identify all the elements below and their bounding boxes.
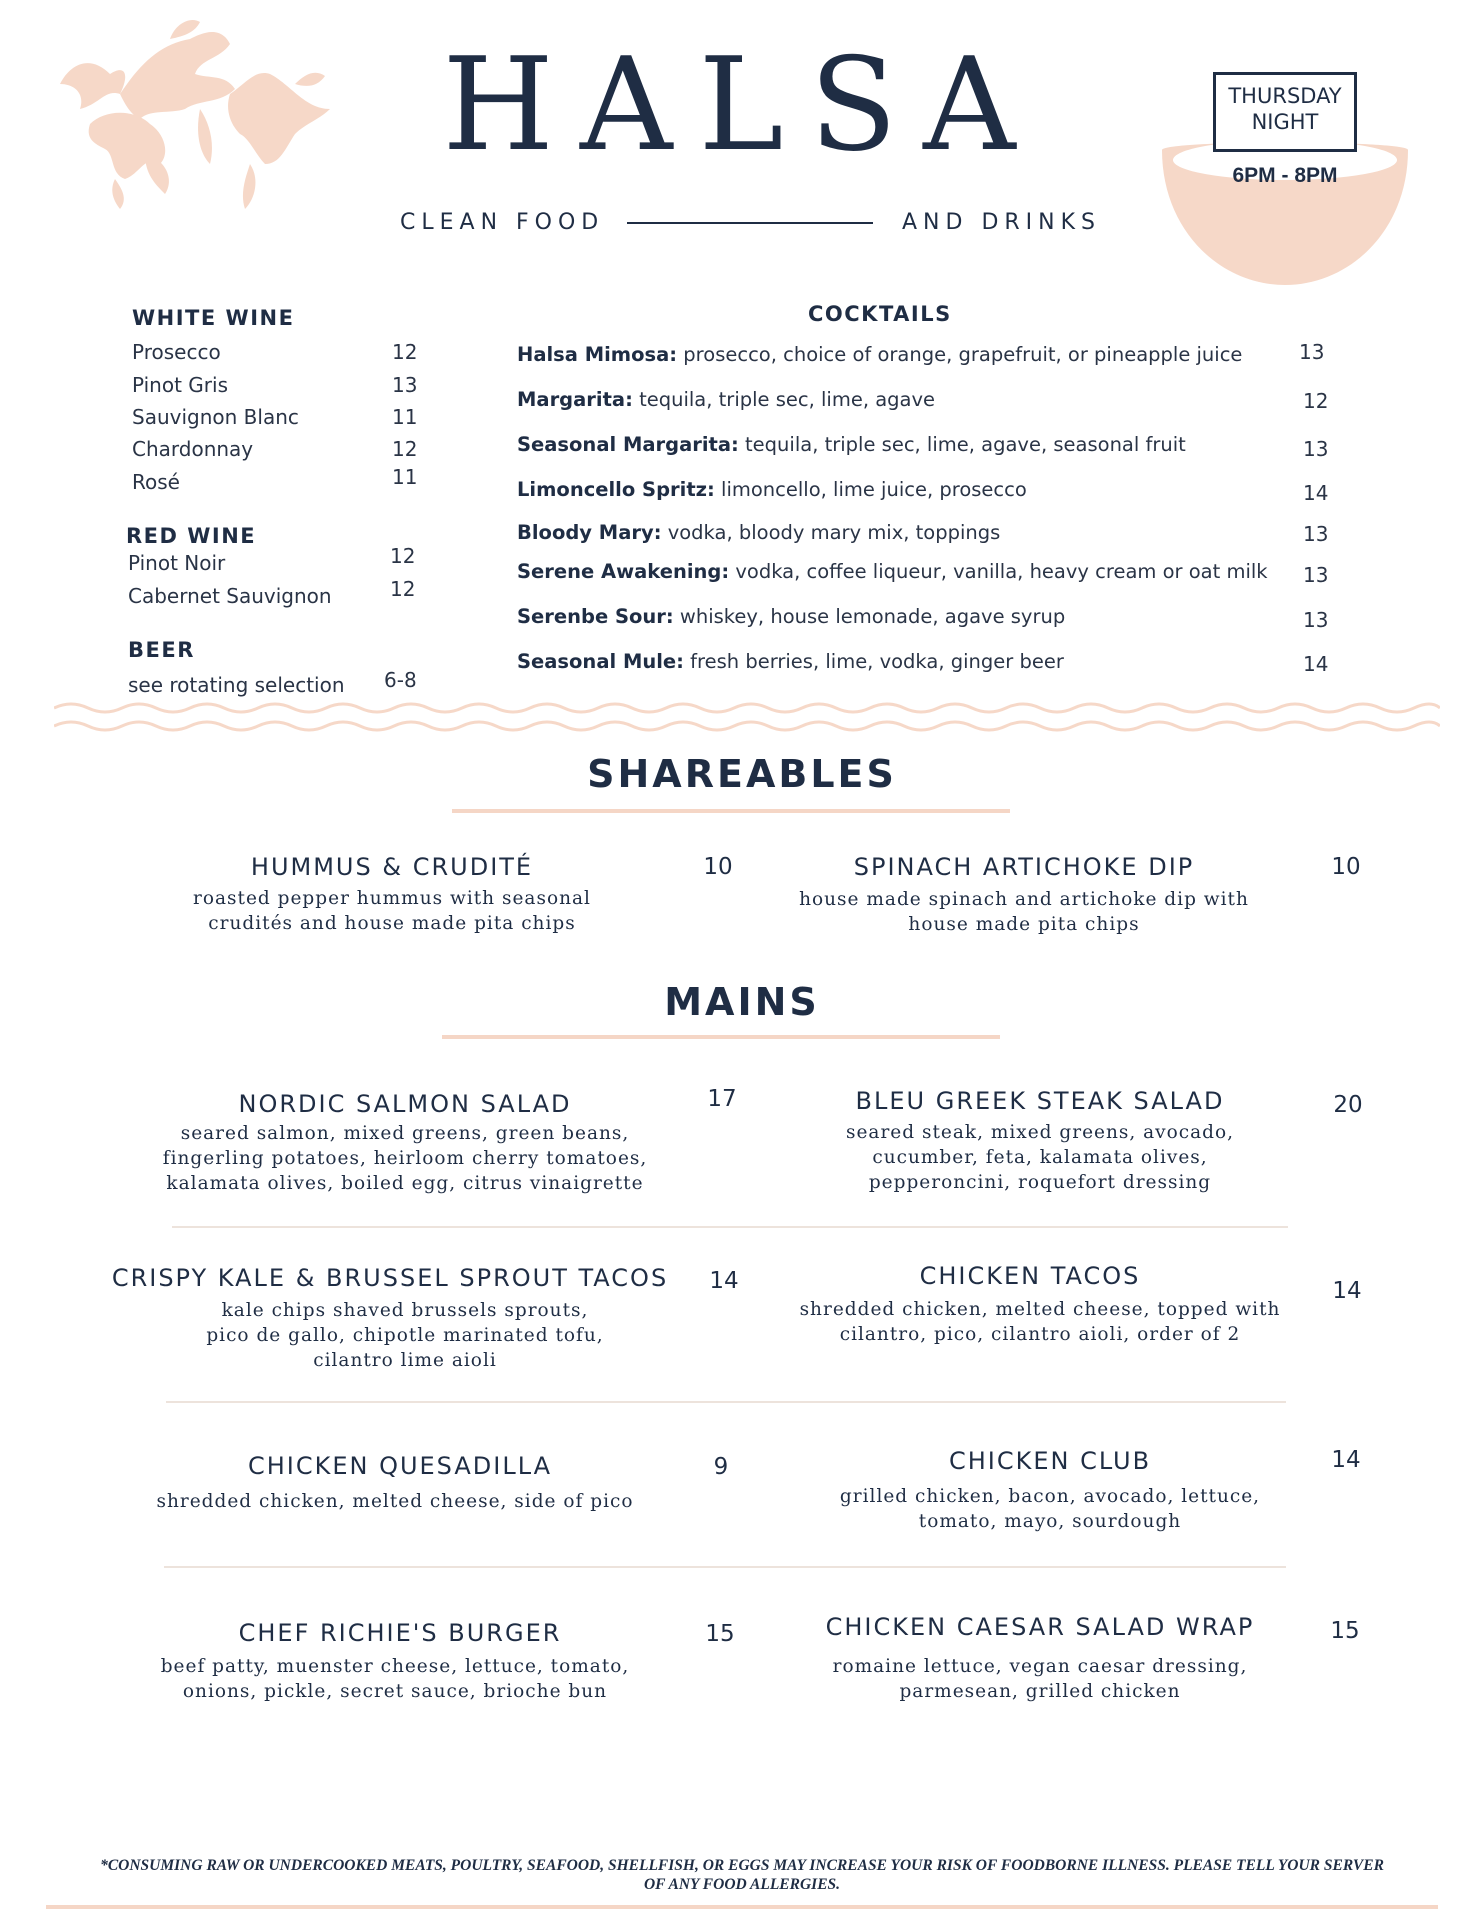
wine-name: Rosé [132,470,180,494]
dish-description: house made spinach and artichoke dip with house made pita chips [799,889,1249,935]
badge-line-1: THURSDAY [1228,84,1342,108]
dish-description: shredded chicken, melted cheese, topped with cilantro, pico, cilantro aioli, order of 2 [799,1299,1281,1345]
wine-price: 12 [392,437,418,461]
cocktail-item: Limoncello Spritz: limoncello, lime juice, prosecco [517,478,1027,501]
dish-price: 10 [1331,854,1361,880]
dish-price: 9 [713,1454,729,1480]
red-wine-heading: RED WINE [126,524,257,548]
row-divider [166,1401,1286,1403]
tagline-divider [627,222,873,224]
dish-price: 10 [703,854,733,880]
dish-price: 14 [1332,1278,1362,1304]
brand-title: HALSA [442,31,1042,180]
bowl-decoration-icon [1160,130,1410,290]
dish-description: seared steak, mixed greens, avocado, cucumber, feta, kalamata olives, pepperoncini, roquefort dressing [845,1122,1235,1193]
wine-price: 13 [392,373,418,397]
wine-name: Pinot Noir [128,551,226,575]
dish-name: SPINACH ARTICHOKE DIP [853,853,1195,881]
wine-price: 11 [392,465,418,489]
mains-underline [442,1035,1000,1039]
dish-description: seared salmon, mixed greens, green beans, fingerling potatoes, heirloom cherry tomatoes, kalamata olives, boiled egg, citrus vinaigrette [162,1123,648,1194]
cocktail-item: Halsa Mimosa: prosecco, choice of orange, grapefruit, or pineapple juice [517,343,1243,366]
dish-description: grilled chicken, bacon, avocado, lettuce, tomato, mayo, sourdough [839,1486,1261,1532]
wine-name: Chardonnay [132,437,254,461]
dish-price: 14 [1331,1447,1361,1473]
cocktail-price: 14 [1303,652,1329,676]
row-divider [164,1566,1286,1568]
cocktail-price: 13 [1299,340,1325,364]
row-divider [172,1226,1288,1228]
dish-name: HUMMUS & CRUDITÉ [250,853,534,881]
dish-name: CHICKEN CAESAR SALAD WRAP [825,1613,1255,1641]
dish-price: 14 [709,1268,739,1294]
wine-name: Sauvignon Blanc [132,405,299,429]
beer-name: see rotating selection [128,673,345,697]
thursday-night-badge [1213,72,1357,152]
wine-name: Prosecco [132,340,221,364]
dish-description: shredded chicken, melted cheese, side of pico [156,1491,634,1512]
bottom-divider [46,1905,1438,1909]
dish-description: beef patty, muenster cheese, lettuce, tomato, onions, pickle, secret sauce, brioche bun [160,1656,630,1702]
dish-name: CRISPY KALE & BRUSSEL SPROUT TACOS [111,1264,669,1292]
dish-name: CHICKEN TACOS [919,1262,1141,1290]
wave-divider-icon [54,698,1440,738]
tagline-left: CLEAN FOOD [400,210,605,235]
dish-name: CHEF RICHIE'S BURGER [238,1619,562,1647]
cocktail-price: 13 [1303,522,1329,546]
badge-line-2: NIGHT [1251,110,1319,134]
beer-heading: BEER [128,638,195,662]
white-wine-heading: WHITE WINE [132,306,295,330]
cocktail-item: Serene Awakening: vodka, coffee liqueur, vanilla, heavy cream or oat milk [517,560,1268,583]
dish-description: kale chips shaved brussels sprouts, pico de gallo, chipotle marinated tofu, cilantro lime aioli [206,1300,604,1371]
dish-name: CHICKEN CLUB [948,1447,1152,1475]
dish-price: 15 [1330,1618,1360,1644]
dish-description: roasted pepper hummus with seasonal crudités and house made pita chips [193,888,591,934]
cocktails-heading: COCKTAILS [808,302,952,326]
dish-price: 15 [705,1621,735,1647]
wine-name: Pinot Gris [132,373,228,397]
cocktail-item: Seasonal Margarita: tequila, triple sec, lime, agave, seasonal fruit [517,433,1186,456]
cocktail-price: 13 [1303,563,1329,587]
beer-price: 6-8 [384,668,417,692]
cocktail-price: 14 [1303,481,1329,505]
wine-name: Cabernet Sauvignon [128,584,332,608]
wine-price: 12 [390,544,416,568]
dish-price: 17 [707,1086,737,1112]
cocktail-price: 13 [1303,608,1329,632]
tagline-right: AND DRINKS [902,210,1102,235]
cocktail-item: Margarita: tequila, triple sec, lime, agave [517,388,936,411]
mains-heading: MAINS [664,980,820,1024]
hours-label: 6PM - 8PM [1232,164,1338,187]
wine-price: 12 [392,340,418,364]
dish-name: NORDIC SALMON SALAD [238,1090,572,1118]
wine-price: 12 [390,577,416,601]
dish-name: BLEU GREEK STEAK SALAD [855,1087,1225,1115]
dish-name: CHICKEN QUESADILLA [247,1452,553,1480]
wine-price: 11 [392,405,418,429]
shareables-heading: SHAREABLES [587,752,897,796]
cocktail-price: 13 [1303,437,1329,461]
cocktail-price: 12 [1303,389,1329,413]
cocktail-item: Serenbe Sour: whiskey, house lemonade, agave syrup [517,605,1066,628]
shareables-underline [452,809,1010,813]
cocktail-item: Bloody Mary: vodka, bloody mary mix, toppings [517,521,1001,544]
dish-description: romaine lettuce, vegan caesar dressing, parmesean, grilled chicken [832,1656,1248,1702]
allergy-disclaimer: *CONSUMING RAW OR UNDERCOOKED MEATS, POULTRY, SEAFOOD, SHELLFISH, OR EGGS MAY INCREASE YOUR RISK OF FOODBORNE ILLNESS. PLEASE TELL YOUR SERVER OF ANY FOOD ALLERGIES. [100,1857,1384,1893]
dish-price: 20 [1333,1092,1363,1118]
cocktail-item: Seasonal Mule: fresh berries, lime, vodka, ginger beer [517,650,1064,673]
